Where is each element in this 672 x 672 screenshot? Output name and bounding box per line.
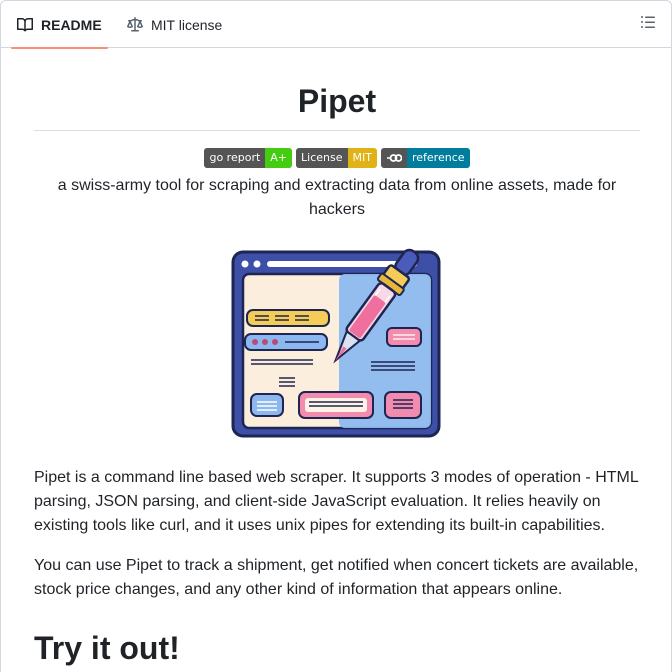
badge-value: MIT — [348, 148, 377, 168]
badge-value: A+ — [265, 148, 292, 168]
readme-tabbar — [1, 1, 671, 48]
intro-paragraph: Pipet is a command line based web scraper. It supports 3 modes of operation - HTML parsing, JSON parsing, and client-side JavaScript evaluation. It relies heavily on existing tools like curl, and it uses unix pipes for extending its built-in capabilities. — [34, 469, 639, 534]
tab-readme-label: README — [41, 16, 102, 33]
book-icon — [17, 17, 33, 33]
go-reference-badge[interactable] — [381, 148, 470, 168]
go-report-badge[interactable] — [204, 148, 292, 168]
badge-label: go report — [204, 148, 265, 168]
list-unordered-icon — [640, 14, 656, 35]
go-icon — [386, 153, 402, 163]
license-badge[interactable] — [296, 148, 377, 168]
law-scale-icon — [127, 17, 143, 33]
section-heading-try-it-out: Try it out! — [34, 628, 640, 672]
tagline: a swiss-army tool for scraping and extracting data from online assets, made for hackers — [57, 177, 617, 218]
readme-article — [34, 49, 640, 672]
badge-value: reference — [407, 148, 470, 168]
tab-license[interactable] — [121, 1, 228, 48]
badge-label: License — [296, 148, 347, 168]
go-badge-logo — [381, 148, 407, 168]
usage-paragraph: You can use Pipet to track a shipment, get notified when concert tickets are available, stock price changes, and any other kind of information that appears online. — [34, 557, 639, 598]
page-title: Pipet — [34, 81, 640, 131]
outline-button[interactable] — [639, 15, 657, 33]
tab-readme[interactable] — [11, 1, 108, 48]
hero-illustration — [231, 242, 443, 438]
tab-license-label: MIT license — [151, 16, 223, 33]
badge-row — [34, 148, 640, 168]
